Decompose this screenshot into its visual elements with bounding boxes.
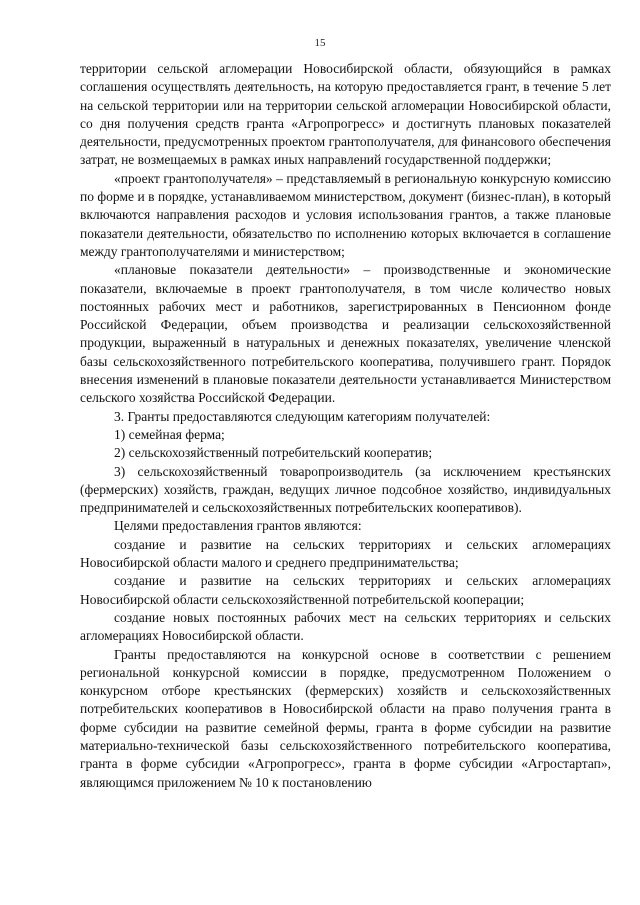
paragraph-project-definition: «проект грантополучателя» – представляемый в региональную конкурсную комиссию по форме и в порядке, устанавливаемом министерством, документ (бизнес-план), в который включаются направления расходов и условия использования грантов, а также плановые показатели деятельности, обязательство по исполнению которых включается в соглашение между грантополучателями и министерством; xyxy=(80,170,611,259)
paragraph-definition-continuation: территории сельской агломерации Новосибирской области, обязующийся в рамках соглашения осуществлять деятельность, на которую предоставляется грант, в течение 5 лет на сельской территории или на территории сельской агломерации Новосибирской области, со дня получения средств гранта «Агропрогресс» и достигнуть плановых показателей деятельности, предусмотренных проектом грантополучателя, для финансового обеспечения затрат, не возмещаемых в рамках иных направлений государственной поддержки; xyxy=(80,61,611,168)
list-item-cooperative: 2) сельскохозяйственный потребительский кооператив; xyxy=(114,445,433,461)
paragraph-indicators-definition: «плановые показатели деятельности» – производственные и экономические показатели, включаемые в проект грантополучателя, в том числе количество новых постоянных рабочих мест и работников, зарегистрированных в Пенсионном фонде Российской Федерации, объем производства и реализации сельскохозяйственной продукции, выраженный в натуральных и денежных показателях, увеличение членской базы сельскохозяйственного потребительского кооператива, получившего грант. Порядок внесения изменений в плановые показатели деятельности устанавливается Министерством сельского хозяйства Российской Федерации. xyxy=(80,262,611,406)
list-item-producer: 3) сельскохозяйственный товаропроизводитель (за исключением крестьянских (фермерских) хозяйств, граждан, ведущих личное подсобное хозяйство, индивидуальных предпринимателей и сельскохозяйственных потребительских кооперативов). xyxy=(80,463,611,516)
paragraph-goals-heading: Целями предоставления грантов являются: xyxy=(114,518,362,534)
goal-cooperation: создание и развитие на сельских территориях и сельских агломерациях Новосибирской области сельскохозяйственной потребительской кооперации; xyxy=(80,573,611,607)
goal-jobs: создание новых постоянных рабочих мест на сельских территориях и сельских агломерациях Новосибирской области. xyxy=(80,609,611,644)
page-number: 15 xyxy=(314,37,326,49)
goal-small-business: создание и развитие на сельских территориях и сельских агломерациях Новосибирской области малого и среднего предпринимательства; xyxy=(80,536,611,571)
document-body xyxy=(80,60,611,792)
paragraph-recipients-heading: 3. Гранты предоставляются следующим категориям получателей: xyxy=(114,408,491,424)
paragraph-competition-basis: Гранты предоставляются на конкурсной основе в соответствии с решением региональной конкурсной комиссии в порядке, предусмотренном Положением о конкурсном отборе крестьянских (фермерских) хозяйств и сельскохозяйственных потребительских кооперативов в Новосибирской области на право получения гранта в форме субсидии на развитие семейной фермы, гранта в форме субсидии на развитие материально-технической базы сельскохозяйственного потребительского кооператива, гранта в форме субсидии «Агропрогресс», гранта в форме субсидии «Агростартап», являющимся приложением № 10 к постановлению xyxy=(80,646,611,790)
list-item-family-farm: 1) семейная ферма; xyxy=(114,426,225,442)
